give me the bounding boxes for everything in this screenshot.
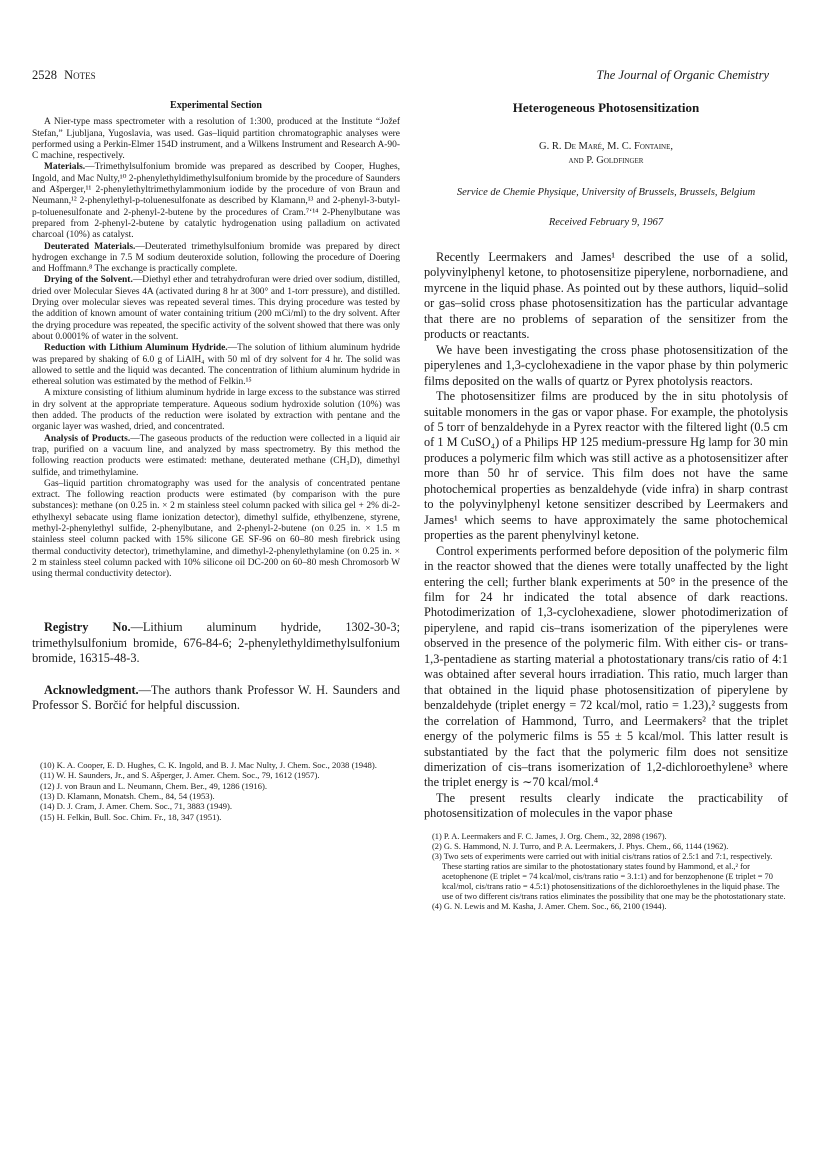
left-column bbox=[32, 100, 400, 822]
experimental-section-title: Experimental Section bbox=[170, 100, 262, 111]
footnote: (2) G. S. Hammond, N. J. Turro, and P. A. Leermakers, J. Phys. Chem., 66, 1144 (1962). bbox=[432, 841, 729, 851]
acknowledgment: Acknowledgment.—The authors thank Professor W. H. Saunders and Professor S. Borčić for helpful discussion. bbox=[32, 682, 400, 713]
paragraph: A Nier-type mass spectrometer with a resolution of 1:300, produced at the Institute “Jožef Stefan,” Ljubljana, Yugoslavia, was used. Gas–liquid partition chromatographic analyses were performed using a Perkin-Elmer 154D instrument, and a Wilkens Instrument and Research A-90-C machine, respectively. bbox=[32, 117, 400, 162]
footnote: (11) W. H. Saunders, Jr., and S. Ašperger, J. Amer. Chem. Soc., 79, 1612 (1957). bbox=[40, 770, 320, 781]
right-footnotes bbox=[424, 832, 788, 912]
footnote: (13) D. Klamann, Monatsh. Chem., 84, 54 (1953). bbox=[40, 790, 215, 801]
footnote: (3) Two sets of experiments were carried out with initial cis/trans ratios of 2.5:1 and 7:1, respectively. These starting ratios are similar to the photostationary states found by Hammond, et al.,² for acetophenone (E triplet = 74 kcal/mol, cis/trans ratio = 3.1:1) and for benzophenone (E triplet = 70 kcal/mol, cis/trans ratio = 4.5:1) photosensitizations of the dichloroethylenes in the liquid phase. The use of two different cis/trans ratios eliminates the possibility that one may be the photostationary state. bbox=[432, 851, 786, 901]
right-column bbox=[424, 100, 788, 912]
paragraph: We have been investigating the cross phase photosensitization of the piperylenes and 1,3-cyclohexadiene in the vapor phase by thin polymeric films deposited on the walls of quartz or Pyrex photolysis reactors. bbox=[424, 342, 788, 388]
journal-title: The Journal of Organic Chemistry bbox=[596, 68, 769, 82]
paragraph: The present results clearly indicate the practicability of photosensitization of molecules in the vapor phase bbox=[424, 790, 788, 821]
paragraph: The photosensitizer films are produced by the in situ photolysis of suitable monomers in the gas or vapor phase. For example, the photolysis of 5 torr of benzaldehyde in a Pyrex reactor with the filtered light (0.5 cm of 1 M CuSO₄) of a Philips HP 125 medium-pressure Hg lamp for 30 min produces a polymeric film which was still active as a photosensitizer after more than 50 hr of service. This film does not have the same photochemical properties as benzaldehyde (vide infra) in sharp contrast to the polyvinylphenyl ketone sensitizer described by Leermakers and James¹ which seems to have approximately the same photochemical properties as the parent phenylvinyl ketone. bbox=[424, 389, 788, 543]
left-footnotes bbox=[32, 760, 400, 822]
section-label: Notes bbox=[64, 68, 96, 82]
page-header bbox=[0, 0, 821, 82]
paragraph: Drying of the Solvent.—Diethyl ether and tetrahydrofuran were dried over sodium, distilled, dried over Molecular Sieves 4A (activated during 8 hr at 300° and 1-torr pressure), and distilled. Drying over molecular sieves was repeated several times. This drying procedure was tested by the addition of known amount of water containing tritium (200 mCi/ml) to the dry solvent. After the drying procedure was repeated, the specific activity of the solvent showed that there was only about 0.0001% of water in the solvent. bbox=[32, 275, 401, 342]
footnote: (15) H. Felkin, Bull. Soc. Chim. Fr., 18, 347 (1951). bbox=[40, 811, 222, 822]
page-number: 2528 bbox=[32, 68, 57, 82]
authors: G. R. De Maré, M. C. Fontaine, and P. Goldfinger bbox=[538, 141, 673, 166]
experimental-section bbox=[32, 100, 400, 580]
footnote: (10) K. A. Cooper, E. D. Hughes, C. K. Ingold, and B. J. Mac Nulty, J. Chem. Soc., 2038 (1948). bbox=[40, 759, 377, 770]
paragraph: Deuterated Materials.—Deuterated trimethylsulfonium bromide was prepared by direct hydrogen exchange in 7.5 M sodium deuteroxide solution, following the procedure of Doering and Hoffmann.⁸ The exchange is practically complete. bbox=[32, 241, 400, 275]
paragraph: Analysis of Products.—The gaseous products of the reduction were collected in a liquid air trap, purified on a vacuum line, and analyzed by mass spectrometry. By this method the following reaction products were estimated: methane, deuterated methane (CH₃D), dimethyl sulfide, and trimethylamine. bbox=[32, 433, 400, 478]
article-title: Heterogeneous Photosensitization bbox=[512, 100, 700, 115]
footnote: (1) P. A. Leermakers and F. C. James, J. Org. Chem., 32, 2898 (1967). bbox=[432, 831, 667, 841]
footnote: (12) J. von Braun and L. Neumann, Chem. Ber., 49, 1286 (1916). bbox=[40, 780, 268, 791]
footnote: (14) D. J. Cram, J. Amer. Chem. Soc., 71, 3883 (1949). bbox=[40, 801, 233, 812]
page-number-and-section bbox=[32, 68, 96, 83]
registry-numbers: Registry No.—Lithium aluminum hydride, 1302-30-3; trimethylsulfonium bromide, 676-84-6; 2-phenylethyldimethylsulfonium bromide, 16315-48-3. bbox=[32, 620, 400, 666]
received-date: Received February 9, 1967 bbox=[548, 217, 664, 228]
paragraph: Materials.—Trimethylsulfonium bromide was prepared as described by Cooper, Hughes, Ingold, and Mac Nulty,¹⁰ 2-phenylethyldimethylsulfonium bromide by the procedure of Saunders and Ašperger,¹¹ 2-phenylethyltrimethylammonium iodide by the procedure of von Braun and Neumann,¹² 2-phenylethyl-p-toluenesulfonate as described by Klamann,¹³ and 2-phenyl-3-butyl-p-toluenesulfonate and 2-phenyl-2-butene by the procedures of Cram.⁷ʻ¹⁴ 2-Phenylbutane was prepared from 2-phenyl-2-butene by catalytic hydrogenation using palladium on activated charcoal (10%) as catalyst. bbox=[32, 162, 400, 241]
footnote: (4) G. N. Lewis and M. Kasha, J. Amer. Chem. Soc., 66, 2100 (1944). bbox=[432, 901, 667, 911]
affiliation: Service de Chemie Physique, University of Brussels, Brussels, Belgium bbox=[456, 187, 756, 198]
paragraph: A mixture consisting of lithium aluminum hydride in large excess to the substance was stirred in dry solvent at the appropriate temperature. Aqueous sodium hydroxide solution (10%) was then added. The products of the reduction were isolated by extraction with pentane and the organic layer was washed, dried, and concentrated. bbox=[32, 388, 400, 433]
paragraph: Reduction with Lithium Aluminum Hydride.—The solution of lithium aluminum hydride was prepared by shaking of 6.0 g of LiAlH₄ with 50 ml of dry solvent for 4 hr. The solid was allowed to settle and the liquid was decanted. The concentration of lithium aluminum hydride in ethereal solution was estimated by the method of Felkin.¹⁵ bbox=[32, 343, 400, 388]
article-body bbox=[424, 250, 788, 822]
paragraph: Recently Leermakers and James¹ described the use of a solid, polyvinylphenyl ketone, to photosensitize piperylene, norbornadiene, and myrcene in the liquid phase. As pointed out by these authors, liquid–solid or gas–solid cross phase photosensitization has the particular advantage that there are no problems of separation of the sensitizer from the products or reactants. bbox=[424, 250, 788, 342]
paragraph: Gas–liquid partition chromatography was used for the analysis of concentrated pentane extract. The following reaction products were estimated (by comparison with the pure substances): methane (on 0.25 in. × 2 m stainless steel column packed with silica gel + 2% di-2-ethylhexyl sebacate using flame ionization detector), dimethyl sulfide, ethylbenzene, styrene, methyl-2-phenylethyl sulfide, 2-phenylbutane, and 2-phenyl-2-butene (on 0.25 in. × 1.5 m stainless steel column packed with 15% silicone GE SF-96 on 60–80 mesh firebrick using thermal conductivity detector), trimethylamine, and dimethyl-2-phenylethylamine (on 0.25 in. × 2 m stainless steel column packed with 10% silicone oil DC-200 on 60–80 mesh Chromosorb W using thermal conductivity detector). bbox=[32, 478, 400, 580]
paragraph: Control experiments performed before deposition of the polymeric film in the reactor showed that the dienes were totally unaffected by the light entering the cell; further blank experiments at 50° in the presence of the film for 24 hr indicated the total absence of dark reactions. Photodimerization of 1,3-cyclohexadiene, slower photodimerization of piperylene, and rapid cis–trans isomerization of the piperylenes were observed in the presence of the polymeric film. With either cis- or trans-1,3-pentadiene as starting material a photostationary trans/cis ratio of 4:1 was obtained after several hours irradiation. This ratio, much larger than that obtained in the liquid phase photosensitization of piperylene by benzaldehyde (triplet energy = 72 kcal/mol, ratio = 1.23),² suggests from the correlation of Hammond, Turro, and Leermakers² that the triplet energy of the polymeric films is 55 ± 5 kcal/mol. This latter result is substantiated by the fact that the polymeric film does not sensitize dimerization of cis–trans isomerization of 1,2-dichloroethylene³ where the triplet energy is ∼70 kcal/mol.⁴ bbox=[424, 543, 788, 790]
